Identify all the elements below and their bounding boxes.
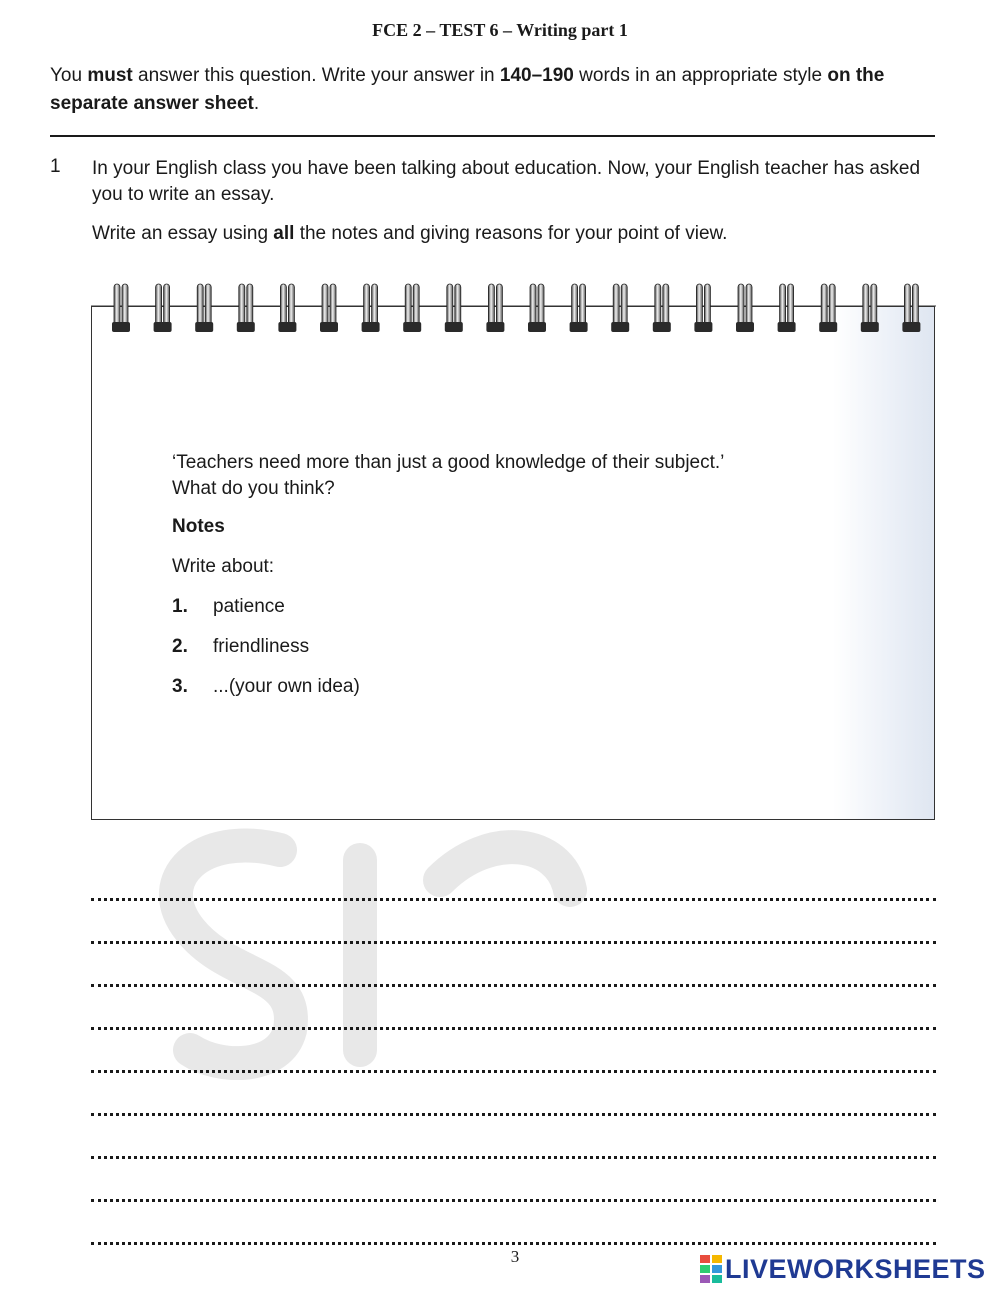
spiral-ring xyxy=(403,284,421,332)
answer-line[interactable] xyxy=(91,1073,936,1116)
page-number: 3 xyxy=(510,1247,520,1266)
note-item: 3. ...(your own idea) xyxy=(172,676,360,697)
write-about-label: Write about: xyxy=(172,556,275,577)
note-item: 1. patience xyxy=(172,596,285,617)
spiral-ring xyxy=(902,284,920,332)
brand-watermark xyxy=(700,1254,986,1284)
spiral-ring xyxy=(154,284,172,332)
answer-line[interactable] xyxy=(91,987,936,1030)
question-number: 1 xyxy=(50,156,61,177)
answer-lines xyxy=(91,858,936,1245)
liveworksheets-logo-icon xyxy=(700,1255,722,1283)
spiral-ring xyxy=(570,284,588,332)
answer-line[interactable] xyxy=(91,901,936,944)
note-item: 2. friendliness xyxy=(172,636,310,657)
spiral-ring xyxy=(653,284,671,332)
spiral-ring xyxy=(112,284,130,332)
spiral-ring xyxy=(861,284,879,332)
answer-line[interactable] xyxy=(91,1202,936,1245)
spiral-ring xyxy=(278,284,296,332)
answer-line[interactable] xyxy=(91,1159,936,1202)
notes-heading: Notes xyxy=(172,516,225,537)
brand-name: LIVEWORKSHEETS xyxy=(725,1253,986,1284)
spiral-binding-icon xyxy=(91,280,936,340)
spiral-ring xyxy=(736,284,754,332)
word-count-range: 140–190 xyxy=(499,65,574,86)
essay-question: What do you think? xyxy=(172,478,335,499)
spiral-ring xyxy=(611,284,629,332)
spiral-ring xyxy=(320,284,338,332)
spiral-ring xyxy=(528,284,546,332)
question-text: In your English class you have been talking about education. Now, your English teacher has asked you to write an essay. xyxy=(92,158,921,205)
essay-prompt xyxy=(172,450,872,502)
task-instructions: You must answer this question. Write your answer in 140–190 words in an appropriate style on the separate answer sheet. xyxy=(50,65,885,114)
spiral-ring xyxy=(195,284,213,332)
emphasis-must: must xyxy=(87,65,133,86)
spiral-ring xyxy=(778,284,796,332)
page-title: FCE 2 – TEST 6 – Writing part 1 xyxy=(372,20,628,40)
answer-line[interactable] xyxy=(91,1116,936,1159)
question-instruction: Write an essay using all the notes and giving reasons for your point of view. xyxy=(92,223,728,244)
essay-quote: ‘Teachers need more than just a good knowledge of their subject.’ xyxy=(172,452,725,473)
spiral-ring xyxy=(486,284,504,332)
spiral-ring xyxy=(445,284,463,332)
answer-line[interactable] xyxy=(91,1030,936,1073)
emphasis-answer-sheet: on the separate answer sheet xyxy=(50,65,885,114)
spiral-ring xyxy=(694,284,712,332)
answer-line[interactable] xyxy=(91,944,936,987)
spiral-ring xyxy=(237,284,255,332)
answer-line[interactable] xyxy=(91,858,936,901)
spiral-ring xyxy=(819,284,837,332)
divider xyxy=(50,135,935,137)
spiral-ring xyxy=(362,284,380,332)
